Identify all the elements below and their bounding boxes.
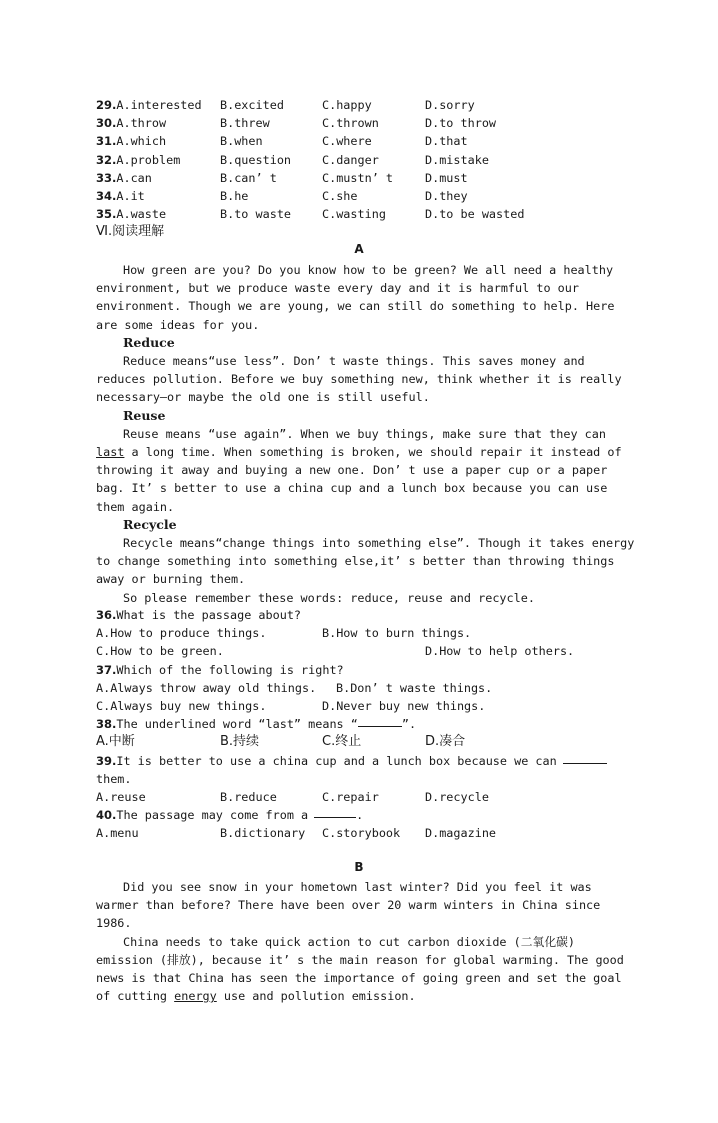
option-d: D.that: [425, 134, 468, 149]
mc-row-30: [96, 114, 630, 132]
answer-blank: [358, 715, 402, 727]
option-c: C.repair: [322, 789, 379, 804]
paragraph-reduce: Reduce means“use less”. Don’ t waste things. This saves money and reduces pollution. Before we buy something new, think whether it is really necessary—or maybe the old one is still useful.: [96, 354, 622, 405]
section-title: Ⅵ.阅读理解: [96, 224, 165, 239]
option-b: B.to waste: [220, 207, 292, 222]
heading-recycle: Recycle: [123, 516, 177, 532]
heading-reuse: Reuse: [123, 407, 166, 423]
option-a: A.reuse: [96, 789, 146, 804]
mc-row-29: [96, 96, 630, 114]
option-c: C.Always buy new things.: [96, 698, 267, 713]
question-number: 31.: [96, 134, 117, 149]
mc-row-34: [96, 187, 630, 205]
option-d: D.sorry: [425, 98, 475, 112]
question-number: 35.: [96, 207, 117, 222]
option-c: C.danger: [322, 152, 379, 167]
passage-a-label: A: [354, 242, 364, 256]
passage-b-paragraph-1: Did you see snow in your hometown last winter? Did you feel it was warmer than before? There have been over 20 warm winters in China since 1986.: [96, 880, 601, 931]
passage-b-label: B: [354, 860, 364, 874]
option-d: D.to throw: [425, 116, 497, 131]
question-number: 34.: [96, 188, 117, 203]
option-b: B.dictionary: [220, 826, 306, 841]
passage-b-paragraph-2: China needs to take quick action to cut carbon dioxide (二氧化碳) emission (排放), because it’ s the main reason for global warming. The good news is that China has seen the importance of going green and set the goal of cutting energy use and pollution emission.: [96, 934, 624, 1004]
passage-a: [96, 261, 636, 607]
option-b: B.when: [220, 134, 263, 149]
option-c: C.mustn’ t: [322, 170, 394, 185]
option-d: D.must: [425, 170, 468, 185]
option-c: C.终止: [322, 734, 362, 750]
option-d: D.to be wasted: [425, 207, 525, 222]
answer-blank: [563, 752, 607, 764]
mc-row-33: [96, 169, 630, 187]
option-d: D.凑合: [425, 734, 466, 750]
mc-row-35: [96, 205, 630, 223]
option-d: D.they: [425, 188, 468, 203]
option-b: B.threw: [220, 116, 270, 131]
option-a: A.throw: [116, 116, 167, 131]
underlined-word-last: last: [96, 445, 125, 460]
option-a: A.can: [116, 170, 152, 185]
underlined-word-energy: energy: [174, 989, 217, 1004]
question-number: 32.: [96, 152, 117, 167]
option-a: A.How to produce things.: [96, 626, 267, 641]
mc-options-block: [96, 96, 630, 223]
mc-row-32: [96, 151, 630, 169]
answer-blank: [314, 806, 356, 818]
option-a: A.menu: [96, 826, 139, 841]
option-b: B.reduce: [220, 789, 277, 804]
option-b: B.excited: [220, 98, 284, 112]
questions-a: 36. What is the passage about? A.How to produce things. B.How to burn things. C.How to be green. D.How to help others. 37. Which of the following is right? A.Always throw away old things. B.Don’ t waste things. C.Always buy new things. D.Never buy new things. 38. The underlined word “last” means “ ”. A.中断 B.持续 C.终止 D.凑合 39. It is better to use a china cup and a lunch box because we can them. A.reuse B.reduce C.repair D.recycle 40. The passage may come from a . A.menu B.dictionary C.storybook D.magazine: [96, 606, 630, 842]
option-d: D.How to help others.: [425, 644, 575, 659]
mc-row-31: [96, 132, 630, 150]
option-c: C.wasting: [322, 207, 386, 222]
option-d: D.magazine: [425, 826, 497, 841]
option-a: A.Always throw away old things.: [96, 680, 317, 695]
passage-b: [96, 878, 626, 1005]
question-number: 30.: [96, 116, 117, 131]
option-b: B.How to burn things.: [322, 626, 472, 641]
option-b: B.持续: [220, 734, 260, 750]
option-a: A.interested: [116, 98, 202, 112]
option-c: C.she: [322, 188, 358, 203]
question-36: 36. What is the passage about?: [96, 608, 302, 622]
option-b: B.Don’ t waste things.: [336, 680, 493, 695]
option-c: C.thrown: [322, 116, 379, 131]
option-a: A.problem: [116, 152, 181, 167]
option-c: C.where: [322, 134, 372, 149]
option-d: D.mistake: [425, 152, 489, 167]
option-b: B.he: [220, 188, 249, 203]
option-c: C.storybook: [322, 826, 401, 841]
question-39: 39. It is better to use a china cup and a lunch box because we can: [96, 752, 630, 770]
option-a: A.it: [116, 188, 145, 203]
option-a: A.中断: [96, 734, 135, 750]
question-40: 40. The passage may come from a .: [96, 808, 364, 823]
option-b: B.can’ t: [220, 170, 277, 185]
option-d: D.recycle: [425, 789, 489, 804]
question-37: 37. Which of the following is right?: [96, 662, 344, 677]
option-c: C.happy: [322, 98, 372, 112]
question-number: 29.: [96, 98, 117, 112]
question-number: 33.: [96, 170, 117, 185]
question-38: 38. The underlined word “last” means “ ”.: [96, 717, 417, 732]
heading-reduce: Reduce: [123, 334, 175, 350]
paragraph-closing: So please remember these words: reduce, reuse and recycle.: [123, 590, 535, 605]
option-a: A.waste: [116, 207, 167, 222]
option-d: D.Never buy new things.: [322, 698, 486, 713]
option-c: C.How to be green.: [96, 644, 224, 659]
paragraph-reuse: Reuse means “use again”. When we buy things, make sure that they can last a long time. When something is broken, we should repair it instead of throwing it away and buying a new one. Don’ t use a paper cup or a paper bag. It’ s better to use a china cup and a lunch box because you can use them again.: [96, 426, 622, 514]
option-a: A.which: [116, 134, 167, 149]
paragraph-recycle: Recycle means“change things into something else”. Though it takes energy to change something into something else,it’ s better than throwing things away or burning them.: [96, 536, 635, 587]
passage-a-intro: How green are you? Do you know how to be green? We all need a healthy environment, but we produce waste every day and it is harmful to our environment. Though we are young, we can still do something to help. Here are some ideas for you.: [96, 263, 615, 332]
option-b: B.question: [220, 152, 292, 167]
